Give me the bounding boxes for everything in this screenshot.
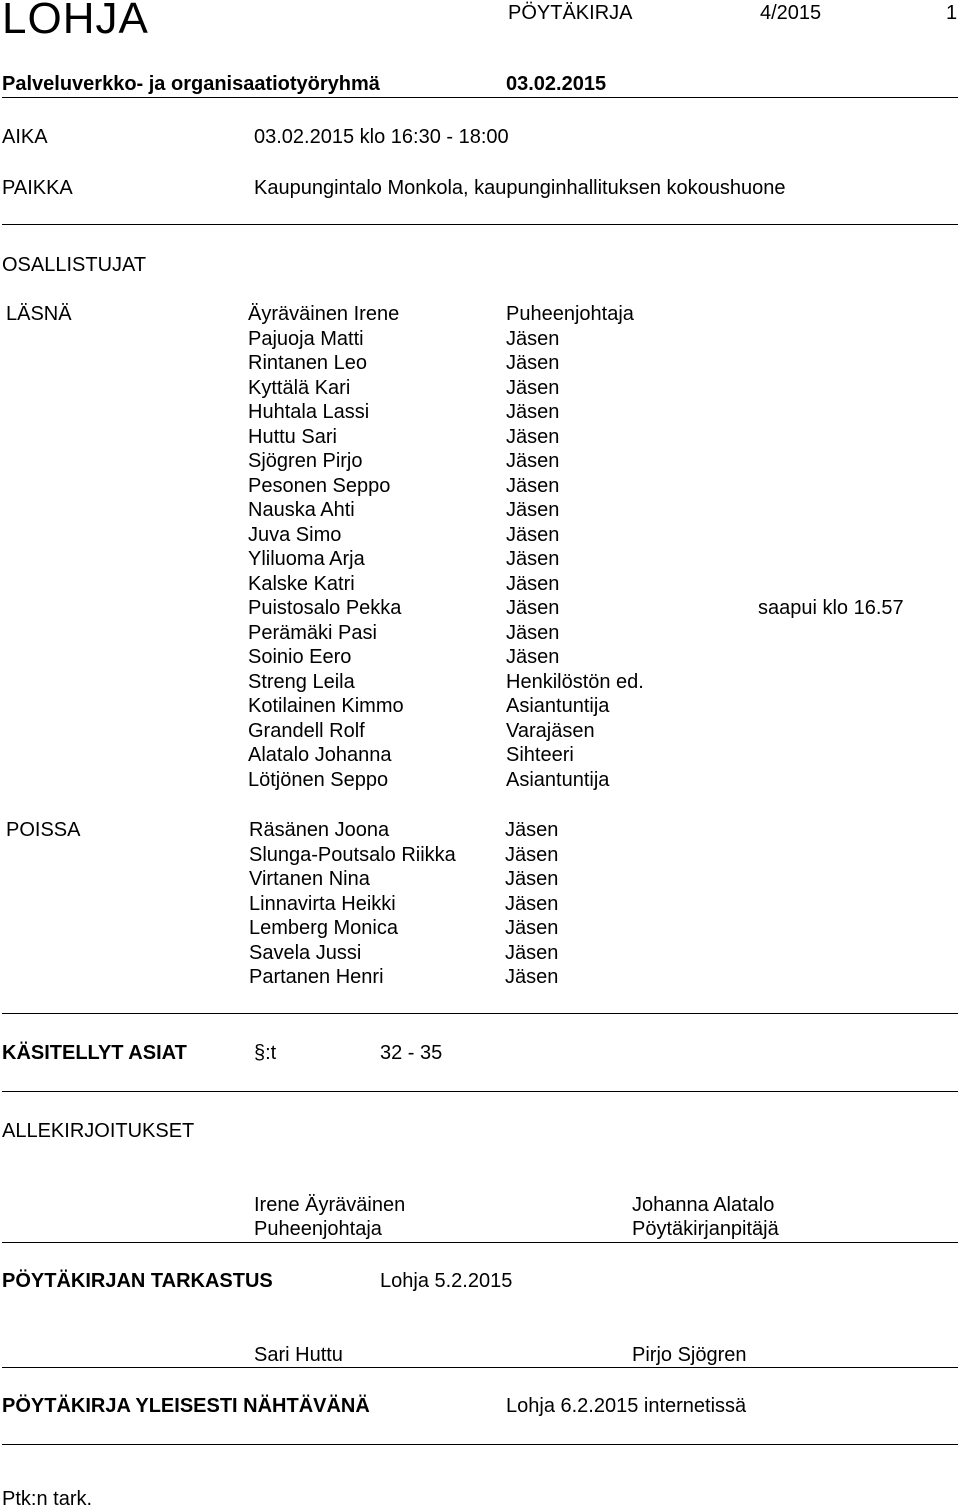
items-label: KÄSITELLYT ASIAT (2, 1042, 187, 1064)
present-role: Jäsen (506, 597, 560, 619)
present-name: Perämäki Pasi (248, 621, 377, 644)
present-name: Soinio Eero (248, 646, 352, 668)
public-label: PÖYTÄKIRJA YLEISESTI NÄHTÄVÄNÄ (2, 1395, 370, 1417)
secretary-name: Johanna Alatalo (632, 1194, 775, 1216)
present-role: Asiantuntija (506, 768, 610, 791)
present-name: Pesonen Seppo (248, 474, 391, 497)
time-label: AIKA (2, 126, 48, 148)
meeting-divider (2, 224, 958, 225)
present-name: Grandell Rolf (248, 719, 365, 742)
absent-name: Lemberg Monica (249, 917, 398, 939)
present-name: Nauska Ahti (248, 499, 355, 521)
present-name: Kalske Katri (248, 572, 355, 595)
document-number: 4/2015 (760, 2, 822, 24)
reviewer-left: Sari Huttu (254, 1344, 343, 1366)
present-role: Jäsen (506, 376, 560, 399)
present-name: Rintanen Leo (248, 352, 367, 374)
present-role: Jäsen (506, 548, 560, 570)
present-name: Juva Simo (248, 523, 342, 546)
present-name: Alatalo Johanna (248, 744, 392, 766)
present-name: Pajuoja Matti (248, 327, 364, 350)
signatures-divider (2, 1242, 958, 1243)
place-label: PAIKKA (2, 177, 73, 199)
lohja-logo: LOHJA (2, 0, 149, 43)
public-value: Lohja 6.2.2015 internetissä (506, 1395, 747, 1417)
present-role: Varajäsen (506, 719, 595, 742)
present-role: Asiantuntija (506, 695, 610, 717)
participants-divider (2, 1013, 958, 1014)
absent-role: Jäsen (505, 892, 559, 915)
present-name: Huhtala Lassi (248, 401, 370, 423)
present-name: Yliluoma Arja (248, 548, 365, 570)
present-role: Jäsen (506, 621, 560, 644)
present-role: Jäsen (506, 401, 560, 423)
present-name: Kotilainen Kimmo (248, 695, 404, 717)
present-role: Jäsen (506, 499, 560, 521)
absent-role: Jäsen (505, 941, 559, 964)
body-name: Palveluverkko- ja organisaatiotyöryhmä (2, 73, 380, 95)
absent-name: Partanen Henri (249, 966, 384, 988)
document-type: PÖYTÄKIRJA (508, 2, 633, 24)
present-name: Sjögren Pirjo (248, 450, 363, 472)
present-role: Henkilöstön ed. (506, 670, 644, 693)
absent-name: Virtanen Nina (249, 868, 370, 890)
present-role: Jäsen (506, 425, 560, 448)
present-name: Puistosalo Pekka (248, 597, 402, 619)
absent-role: Jäsen (505, 966, 559, 988)
present-label: LÄSNÄ (6, 303, 72, 325)
present-role: Jäsen (506, 572, 560, 595)
time-value: 03.02.2015 klo 16:30 - 18:00 (254, 126, 509, 148)
present-note: saapui klo 16.57 (758, 597, 904, 619)
absent-label: POISSA (6, 819, 81, 841)
present-role: Puheenjohtaja (506, 303, 634, 325)
present-name: Streng Leila (248, 670, 355, 693)
absent-name: Slunga-Poutsalo Riikka (249, 843, 456, 866)
absent-name: Savela Jussi (249, 941, 362, 964)
items-range: 32 - 35 (380, 1042, 443, 1064)
present-role: Jäsen (506, 646, 560, 668)
present-role: Jäsen (506, 450, 560, 472)
participants-heading: OSALLISTUJAT (2, 254, 147, 276)
footer-initials: Ptk:n tark. (2, 1488, 93, 1510)
signatures-heading: ALLEKIRJOITUKSET (2, 1120, 195, 1142)
absent-role: Jäsen (505, 843, 559, 866)
review-label: PÖYTÄKIRJAN TARKASTUS (2, 1270, 273, 1292)
present-role: Sihteeri (506, 744, 574, 766)
absent-role: Jäsen (505, 917, 559, 939)
present-name: Äyräväinen Irene (248, 303, 400, 325)
present-name: Huttu Sari (248, 425, 337, 448)
present-role: Jäsen (506, 352, 560, 374)
review-place-date: Lohja 5.2.2015 (380, 1270, 513, 1292)
chair-name: Irene Äyräväinen (254, 1194, 406, 1216)
header-divider (2, 97, 958, 98)
reviewer-right: Pirjo Sjögren (632, 1344, 747, 1366)
present-role: Jäsen (506, 327, 560, 350)
present-name: Lötjönen Seppo (248, 768, 389, 791)
page-number: 1 (946, 2, 958, 24)
public-divider (2, 1444, 958, 1445)
header-date: 03.02.2015 (506, 73, 607, 95)
absent-name: Linnavirta Heikki (249, 892, 396, 915)
secretary-title: Pöytäkirjanpitäjä (632, 1218, 779, 1240)
absent-role: Jäsen (505, 868, 559, 890)
items-divider (2, 1091, 958, 1092)
absent-name: Räsänen Joona (249, 819, 390, 841)
present-role: Jäsen (506, 474, 560, 497)
chair-title: Puheenjohtaja (254, 1218, 382, 1240)
review-divider (2, 1367, 958, 1368)
absent-role: Jäsen (505, 819, 559, 841)
items-section-sign: §:t (254, 1042, 277, 1064)
present-role: Jäsen (506, 523, 560, 546)
present-name: Kyttälä Kari (248, 376, 351, 399)
place-value: Kaupungintalo Monkola, kaupunginhallituksen kokoushuone (254, 177, 786, 199)
